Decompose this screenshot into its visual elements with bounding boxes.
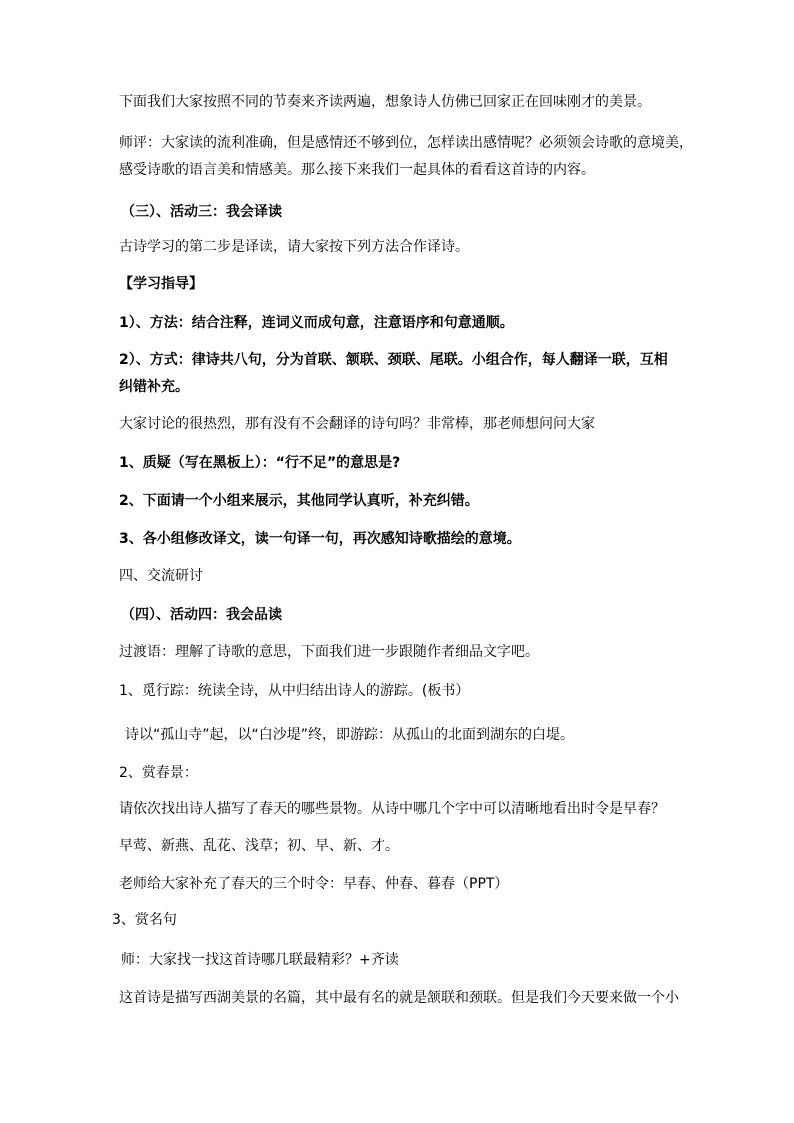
paragraph: 诗以“孤山寺”起，以“白沙堤”终，即游踪：从孤山的北面到湖东的白堤。: [125, 727, 575, 743]
paragraph: 师评：大家读的流利准确，但是感情还不够到位，怎样读出感情呢？必须领会诗歌的意境美，: [119, 135, 693, 151]
paragraph: 大家讨论的很热烈，那有没有不会翻译的诗句吗？非常棒，那老师想问问大家: [119, 416, 595, 432]
list-item-continued: 纠错补充。: [119, 379, 189, 395]
list-item: 2）、方式：律诗共八句，分为首联、颔联、颈联、尾联。小组合作，每人翻译一联，互相: [119, 352, 668, 368]
paragraph: 1、觅行踪：统读全诗，从中归结出诗人的游踪。(板书）: [119, 683, 470, 699]
section-heading: 【学习指导】: [119, 276, 203, 292]
list-item: 3、各小组修改译文，读一句译一句，再次感知诗歌描绘的意境。: [119, 531, 521, 547]
paragraph: 老师给大家补充了春天的三个时令：早春、仲春、暮春（PPT）: [119, 876, 509, 892]
section-heading: 四、交流研讨: [119, 568, 203, 584]
list-item: 2、下面请一个小组来展示，其他同学认真听，补充纠错。: [119, 493, 479, 509]
paragraph: 早莺、新燕、乱花、浅草；初、早、新、才。: [119, 838, 399, 854]
section-heading: （三）、活动三：我会译读: [121, 204, 282, 220]
paragraph: 这首诗是描写西湖美景的名篇，其中最有名的就是颔联和颈联。但是我们今天要来做一个小: [119, 990, 679, 1006]
paragraph: 古诗学习的第二步是译读，请大家按下列方法合作译诗。: [119, 239, 469, 255]
subsection-heading: 2、赏春景：: [119, 765, 198, 781]
list-item: 1）、方法：结合注释，连词义而成句意，注意语序和句意通顺。: [119, 315, 514, 331]
paragraph: 师：大家找一找这首诗哪几联最精彩？+齐读: [121, 952, 399, 968]
list-item: 1、质疑（写在黑板上）：“行不足”的意思是?: [119, 455, 401, 471]
paragraph: 感受诗歌的语言美和情感美。那么接下来我们一起具体的看看这首诗的内容。: [119, 162, 595, 178]
paragraph: 请依次找出诗人描写了春天的哪些景物。从诗中哪几个字中可以清晰地看出时令是早春？: [119, 801, 665, 817]
section-heading: （四）、活动四：我会品读: [121, 607, 282, 623]
paragraph: 过渡语：理解了诗歌的意思，下面我们进一步跟随作者细品文字吧。: [119, 644, 539, 660]
paragraph: 下面我们大家按照不同的节奏来齐读两遍，想象诗人仿佛已回家正在回味刚才的美景。: [119, 94, 651, 110]
subsection-heading: 3、赏名句: [112, 912, 177, 928]
